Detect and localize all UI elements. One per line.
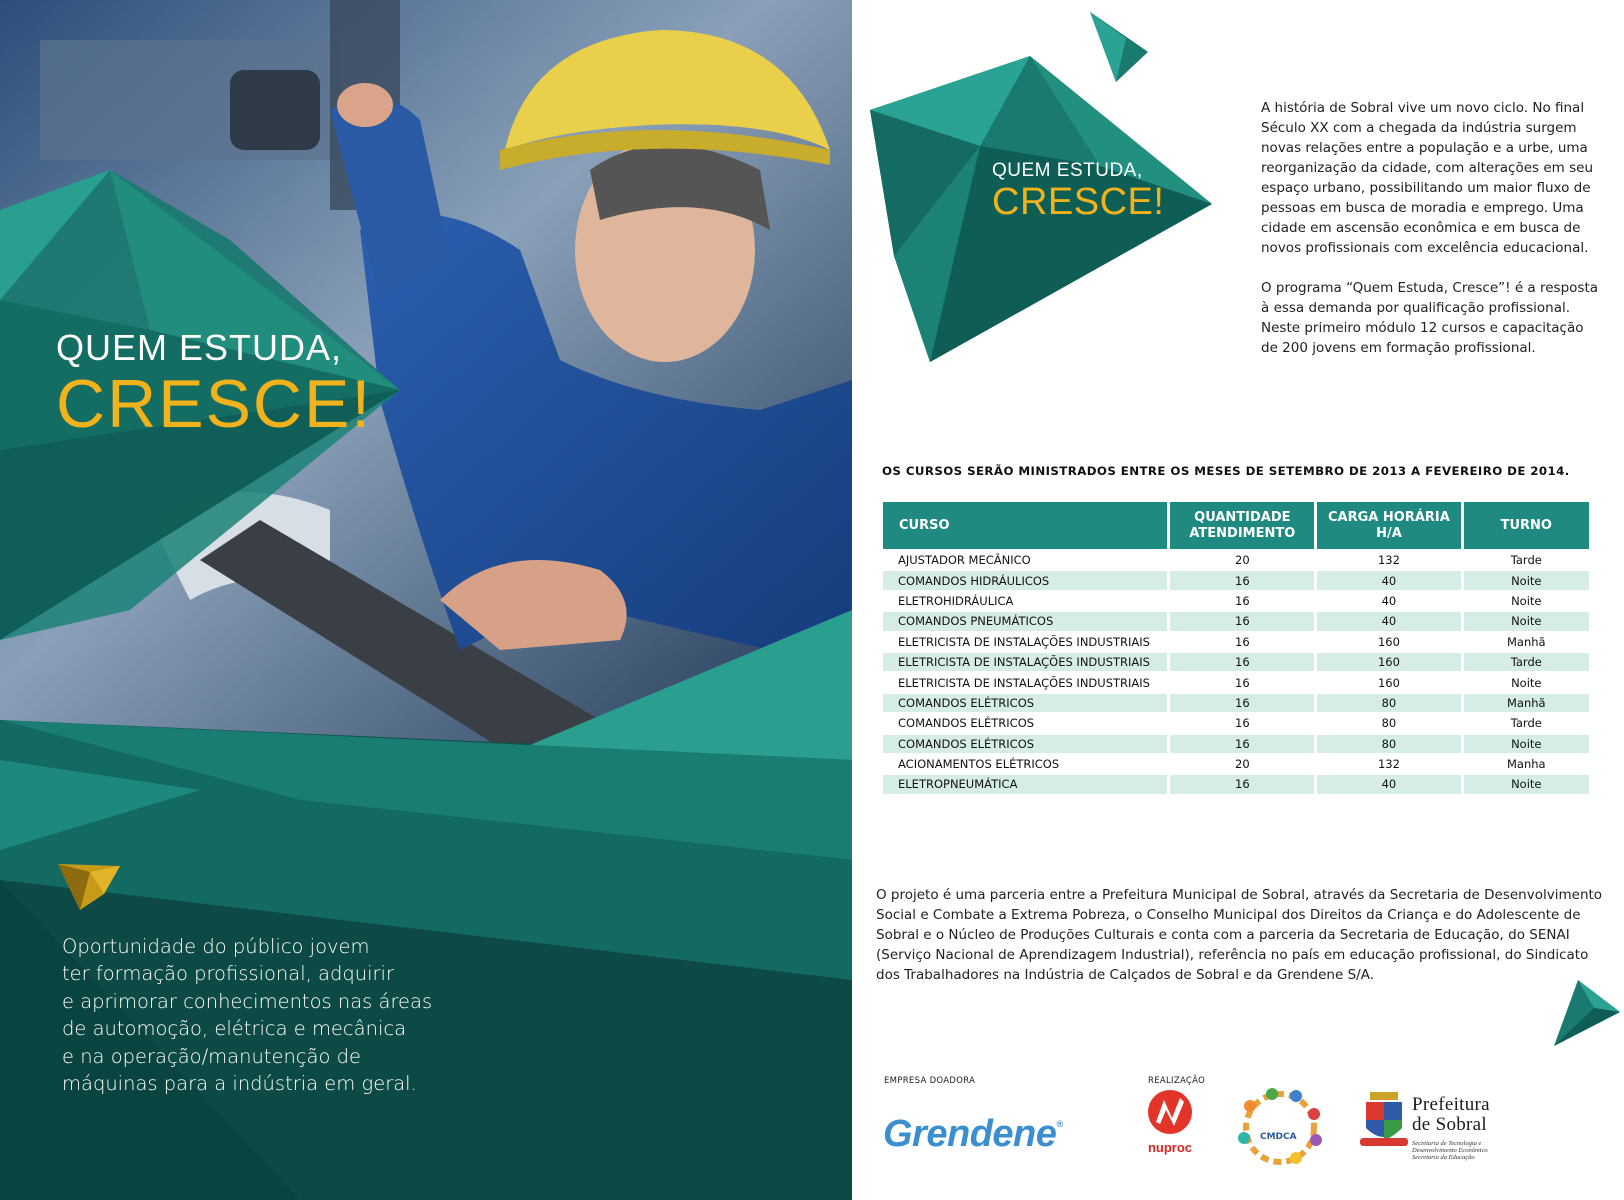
cell-course: ELETRICISTA DE INSTALAÇÕES INDUSTRIAIS (898, 634, 1150, 649)
headline-line-1: QUEM ESTUDA, (56, 327, 343, 368)
cell-course: ELETROPNEUMÁTICA (883, 775, 1167, 793)
cell-shift: Noite (1464, 612, 1589, 630)
cell-quantity: 16 (1235, 716, 1250, 731)
cmdca-children-circle-icon (1230, 1088, 1340, 1168)
cell-shift: Noite (1464, 571, 1589, 589)
cell-course: COMANDOS ELÉTRICOS (883, 694, 1167, 712)
corner-gem-icon (1554, 980, 1624, 1050)
opportunity-line: ter formação profissional, adquirir (62, 962, 394, 986)
table-row (883, 735, 1589, 753)
cell-hours: 132 (1377, 553, 1400, 568)
table-row (883, 673, 1589, 691)
intro-paragraph-1: A história de Sobral vive um novo ciclo. No final Século XX com a chegada da indústria surgem novas relações entre a população e a urbe, uma reorganização da cidade, com alterações em seu espaço urbano, possibilitando um maior fluxo de pessoas em busca de moradia e emprego. Uma cidade em ascensão econômica e em busca de novos profissionais com excelência educacional. (1261, 100, 1594, 256)
header-quantidade: QUANTIDADE ATENDIMENTO (1170, 502, 1314, 549)
grendene-logo (883, 1113, 1063, 1156)
donor-label: EMPRESA DOADORA (884, 1076, 976, 1086)
cell-course: ELETRICISTA DE INSTALAÇÕES INDUSTRIAIS (898, 675, 1150, 690)
cell-course: AJUSTADOR MECÂNICO (898, 553, 1031, 568)
header-turno: TURNO (1464, 502, 1589, 549)
table-row (883, 653, 1589, 671)
cell-hours: 80 (1317, 694, 1460, 712)
cell-quantity: 16 (1170, 775, 1314, 793)
opportunity-line: de automoção, elétrica e mecânica (62, 1017, 407, 1041)
cell-shift: Noite (1511, 593, 1542, 608)
cell-course: COMANDOS ELÉTRICOS (883, 735, 1167, 753)
cell-course: ELETRICISTA DE INSTALAÇÕES INDUSTRIAIS (883, 653, 1167, 671)
cell-quantity: 16 (1170, 571, 1314, 589)
cell-shift: Tarde (1510, 716, 1542, 731)
cell-hours: 40 (1317, 612, 1460, 630)
left-headline (56, 327, 373, 442)
header-carga: CARGA HORÁRIA H/A (1317, 502, 1460, 549)
table-row (883, 775, 1589, 793)
table-row (883, 633, 1589, 651)
table-row (883, 551, 1589, 569)
nuproc-wordmark: nuproc (1147, 1140, 1193, 1155)
cell-shift: Tarde (1510, 553, 1542, 568)
cell-quantity: 16 (1235, 634, 1250, 649)
opportunity-text (62, 933, 442, 1097)
department-line: Desenvolvimento Econômico (1412, 1147, 1488, 1154)
cell-quantity: 20 (1235, 757, 1250, 772)
table-row (883, 714, 1589, 732)
cell-hours: 40 (1317, 775, 1460, 793)
cell-shift: Noite (1511, 675, 1542, 690)
table-row (883, 612, 1589, 630)
nuproc-mark-icon (1142, 1088, 1198, 1136)
cell-quantity: 16 (1170, 653, 1314, 671)
registered-mark: ® (1056, 1119, 1063, 1129)
cell-quantity: 16 (1235, 593, 1250, 608)
courses-schedule-notice: OS CURSOS SERÃO MINISTRADOS ENTRE OS MESES DE SETEMBRO DE 2013 A FEVEREIRO DE 2014. (882, 464, 1570, 478)
department-line: Secretaria de Tecnologia e (1412, 1140, 1482, 1147)
courses-table (880, 500, 1592, 796)
gem-headline (992, 161, 1164, 221)
cell-quantity: 16 (1170, 735, 1314, 753)
table-row (883, 571, 1589, 589)
realization-label: REALIZAÇÃO (1148, 1076, 1206, 1086)
table-row (883, 694, 1589, 712)
table-row (883, 755, 1589, 773)
cell-shift: Noite (1464, 735, 1589, 753)
table-row (883, 592, 1589, 610)
opportunity-line: e aprimorar conhecimentos nas áreas (62, 989, 433, 1013)
cmdca-wordmark: CMDCA (1260, 1132, 1297, 1142)
cell-shift: Manha (1507, 757, 1546, 772)
cell-quantity: 16 (1235, 675, 1250, 690)
cell-course: ACIONAMENTOS ELÉTRICOS (898, 757, 1060, 772)
sobral-coat-of-arms-icon (1360, 1090, 1408, 1152)
cell-hours: 40 (1381, 593, 1397, 608)
intro-text (1261, 98, 1601, 378)
cmdca-logo (1230, 1088, 1340, 1168)
partnership-text: O projeto é uma parceria entre a Prefeitura Municipal de Sobral, através da Secretaria de Desenvolvimento Social e Combate a Extrema Pobreza, o Conselho Municipal dos Direitos da Criança e do Adolescente de Sobral e o Núcleo de Produções Culturais e conta com a parceria da Secretaria de Educação, do SENAI (Serviço Nacional de Aprendizagem Industrial), referência no país em educação profissional, do Sindicato dos Trabalhadores na Indústria de Calçados de Sobral e da Grendene S/A. (876, 887, 1603, 983)
nuproc-logo (1140, 1088, 1200, 1155)
cell-shift: Manhã (1507, 634, 1546, 649)
intro-paragraph-2: O programa “Quem Estuda, Cresce”! é a resposta à essa demanda por qualificação profissional. Neste primeiro módulo 12 cursos e capacitação de 200 jovens em formação profissional. (1261, 280, 1599, 356)
cell-hours: 160 (1377, 675, 1400, 690)
cell-hours: 160 (1317, 653, 1460, 671)
gem-headline-line-1: QUEM ESTUDA, (992, 160, 1143, 181)
opportunity-line: máquinas para a indústria em geral. (62, 1072, 417, 1096)
cell-course: ELETROHIDRÁULICA (898, 593, 1014, 608)
prefeitura-line-1: Prefeitura (1412, 1094, 1490, 1115)
cell-quantity: 16 (1170, 612, 1314, 630)
cell-shift: Noite (1464, 775, 1589, 793)
cell-hours: 80 (1317, 735, 1460, 753)
header-curso: CURSO (883, 502, 1167, 549)
cell-hours: 132 (1377, 757, 1400, 772)
cell-course: COMANDOS PNEUMÁTICOS (883, 612, 1167, 630)
cell-hours: 40 (1317, 571, 1460, 589)
cell-shift: Manhã (1464, 694, 1589, 712)
cell-shift: Tarde (1464, 653, 1589, 671)
cell-hours: 80 (1381, 716, 1397, 731)
headline-line-2: CRESCE! (56, 366, 373, 442)
prefeitura-line-2: de Sobral (1412, 1114, 1487, 1135)
prefeitura-logo (1360, 1090, 1490, 1161)
cell-hours: 160 (1377, 634, 1400, 649)
prefeitura-name (1412, 1094, 1490, 1136)
table-header-row (883, 502, 1589, 549)
cell-course: COMANDOS HIDRÁULICOS (883, 571, 1167, 589)
cell-course: COMANDOS ELÉTRICOS (898, 716, 1035, 731)
opportunity-line: e na operação/manutenção de (62, 1044, 361, 1068)
opportunity-line: Oportunidade do público jovem (62, 935, 370, 958)
cell-quantity: 20 (1235, 553, 1250, 568)
gem-headline-line-2: CRESCE! (992, 181, 1165, 223)
cell-quantity: 16 (1170, 694, 1314, 712)
prefeitura-departments (1412, 1140, 1488, 1161)
department-line: Secretaria da Educação (1412, 1154, 1475, 1161)
grendene-wordmark: Grendene (883, 1113, 1057, 1155)
